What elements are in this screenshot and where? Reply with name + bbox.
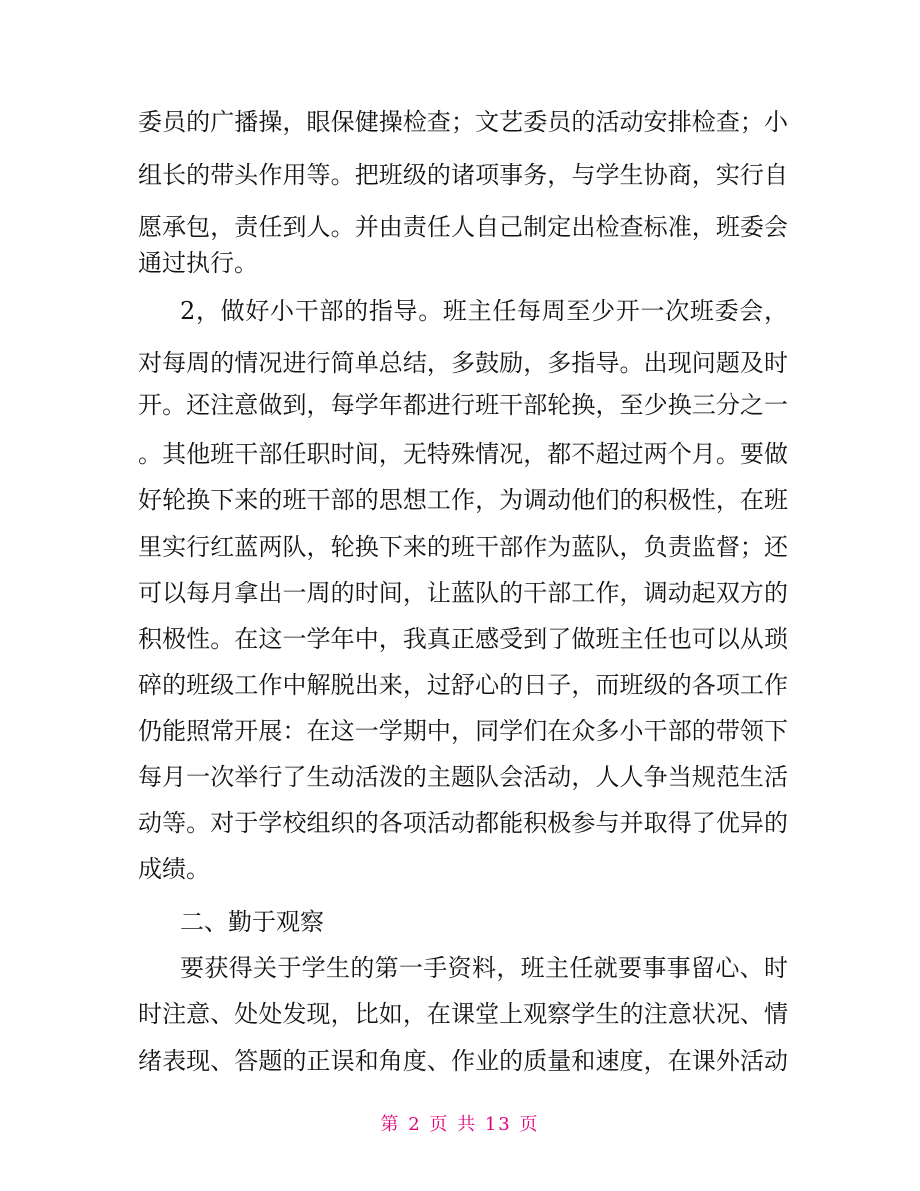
body-line: 。其他班干部任职时间，无特殊情况，都不超过两个月。要做 — [138, 440, 788, 468]
body-line: 成绩。 — [138, 855, 210, 883]
body-line: 绪表现、答题的正误和角度、作业的质量和速度，在课外活动 — [138, 1047, 788, 1075]
body-line: 愿承包，责任到人。并由责任人自己制定出检查标准，班委会 — [138, 213, 788, 241]
page-number-footer: 第 2 页 共 13 页 — [380, 1114, 540, 1135]
body-line: 动等。对于学校组织的各项活动都能积极参与并取得了优异的 — [138, 809, 788, 837]
body-line: 碎的班级工作中解脱出来，过舒心的日子，而班级的各项工作 — [138, 671, 788, 699]
body-line: 要获得关于学生的第一手资料，班主任就要事事留心、时 — [180, 954, 788, 982]
body-line: 通过执行。 — [138, 249, 258, 277]
section-heading: 二、勤于观察 — [180, 908, 324, 936]
body-line: 对每周的情况进行简单总结，多鼓励，多指导。出现问题及时 — [138, 349, 788, 377]
body-line: 仍能照常开展：在这一学期中，同学们在众多小干部的带领下 — [138, 717, 788, 745]
body-line: 时注意、处处发现，比如，在课堂上观察学生的注意状况、情 — [138, 1000, 788, 1028]
body-line: 好轮换下来的班干部的思想工作，为调动他们的积极性，在班 — [138, 486, 788, 514]
body-line: 里实行红蓝两队，轮换下来的班干部作为蓝队，负责监督；还 — [138, 533, 788, 561]
body-line: 开。还注意做到，每学年都进行班干部轮换，至少换三分之一 — [138, 391, 788, 419]
body-line: 组长的带头作用等。把班级的诸项事务，与学生协商，实行自 — [138, 161, 788, 189]
body-line: 积极性。在这一学年中，我真正感受到了做班主任也可以从琐 — [138, 625, 788, 653]
body-line: 每月一次举行了生动活泼的主题队会活动，人人争当规范生活 — [138, 763, 788, 791]
body-line: 可以每月拿出一周的时间，让蓝队的干部工作，调动起双方的 — [138, 579, 788, 607]
body-line: 委员的广播操，眼保健操检查；文艺委员的活动安排检查；小 — [138, 108, 788, 136]
body-line: 2，做好小干部的指导。班主任每周至少开一次班委会， — [180, 297, 788, 325]
